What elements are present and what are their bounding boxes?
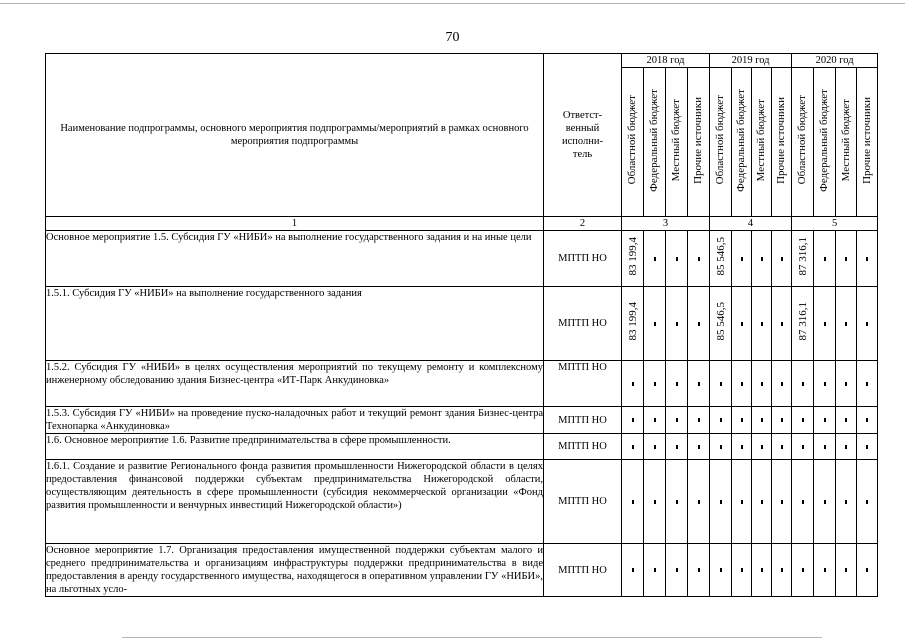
source-header-regional: Областной бюджет bbox=[792, 68, 814, 217]
dash-mark bbox=[824, 382, 826, 386]
value-cell bbox=[814, 434, 836, 460]
row-name: 1.5.3. Субсидия ГУ «НИБИ» на проведение пуско-наладочных работ и текущий ремонт здания Бизнес-центра Технопарка «Анкудиновка» bbox=[46, 408, 543, 432]
value-cell bbox=[752, 231, 772, 287]
value-cell bbox=[666, 407, 688, 434]
value-cell bbox=[857, 460, 878, 544]
dash-mark bbox=[866, 445, 868, 449]
dash-mark bbox=[802, 500, 804, 504]
row-executor: МПТП НО bbox=[544, 231, 622, 287]
source-header-federal: Федеральный бюджет bbox=[814, 68, 836, 217]
value-cell bbox=[622, 544, 644, 597]
row-name: 1.5.1. Субсидия ГУ «НИБИ» на выполнение государственного задания bbox=[46, 287, 544, 361]
source-header-federal: Федеральный бюджет bbox=[732, 68, 752, 217]
dash-mark bbox=[845, 418, 847, 422]
dash-mark bbox=[761, 568, 763, 572]
top-border-line bbox=[0, 3, 905, 4]
dash-mark bbox=[761, 257, 763, 261]
amount-value: 87 316,1 bbox=[796, 237, 809, 276]
table-row bbox=[46, 544, 878, 597]
row-executor: МПТП НО bbox=[544, 544, 622, 597]
value-cell bbox=[772, 434, 792, 460]
dash-mark bbox=[741, 257, 743, 261]
value-cell bbox=[644, 434, 666, 460]
dash-mark bbox=[781, 568, 783, 572]
value-cell bbox=[814, 231, 836, 287]
dash-mark bbox=[824, 445, 826, 449]
dash-mark bbox=[698, 445, 700, 449]
dash-mark bbox=[845, 382, 847, 386]
value-cell bbox=[710, 231, 732, 287]
value-cell bbox=[772, 460, 792, 544]
value-cell bbox=[666, 544, 688, 597]
value-cell bbox=[857, 287, 878, 361]
value-cell bbox=[644, 407, 666, 434]
value-cell bbox=[666, 287, 688, 361]
value-cell bbox=[772, 544, 792, 597]
table-row bbox=[46, 287, 878, 361]
dash-mark bbox=[676, 500, 678, 504]
value-cell bbox=[732, 460, 752, 544]
dash-mark bbox=[781, 382, 783, 386]
year-2019-header: 2019 год bbox=[710, 54, 792, 68]
dash-mark bbox=[761, 322, 763, 326]
value-cell bbox=[622, 361, 644, 407]
dash-mark bbox=[632, 500, 634, 504]
dash-mark bbox=[845, 445, 847, 449]
value-cell bbox=[752, 361, 772, 407]
dash-mark bbox=[698, 257, 700, 261]
source-header-local: Местный бюджет bbox=[752, 68, 772, 217]
value-cell bbox=[836, 287, 857, 361]
page-number: 70 bbox=[445, 30, 460, 45]
header-row-years bbox=[46, 54, 878, 68]
dash-mark bbox=[720, 500, 722, 504]
dash-mark bbox=[802, 568, 804, 572]
dash-mark bbox=[676, 257, 678, 261]
source-header-local: Местный бюджет bbox=[836, 68, 857, 217]
dash-mark bbox=[802, 445, 804, 449]
dash-mark bbox=[654, 322, 656, 326]
row-name: Основное мероприятие 1.5. Субсидия ГУ «НИБИ» на выполнение государственного задания и на иные цели bbox=[46, 231, 544, 287]
table-body bbox=[46, 231, 878, 597]
source-header-regional: Областной бюджет bbox=[622, 68, 644, 217]
dash-mark bbox=[654, 382, 656, 386]
value-cell bbox=[857, 544, 878, 597]
row-name: 1.6. Основное мероприятие 1.6. Развитие предпринимательства в сфере промышленности. bbox=[46, 434, 544, 460]
value-cell bbox=[772, 361, 792, 407]
value-cell bbox=[732, 287, 752, 361]
value-cell bbox=[792, 544, 814, 597]
value-cell bbox=[666, 460, 688, 544]
dash-mark bbox=[741, 322, 743, 326]
value-cell bbox=[836, 544, 857, 597]
value-cell bbox=[814, 460, 836, 544]
dash-mark bbox=[654, 257, 656, 261]
value-cell bbox=[622, 434, 644, 460]
dash-mark bbox=[676, 322, 678, 326]
dash-mark bbox=[741, 382, 743, 386]
dash-mark bbox=[866, 500, 868, 504]
value-cell bbox=[688, 231, 710, 287]
dash-mark bbox=[698, 382, 700, 386]
dash-mark bbox=[761, 382, 763, 386]
value-cell bbox=[814, 361, 836, 407]
value-cell bbox=[752, 434, 772, 460]
amount-value: 83 199,4 bbox=[626, 302, 639, 341]
value-cell bbox=[792, 361, 814, 407]
value-cell bbox=[666, 361, 688, 407]
value-cell bbox=[752, 460, 772, 544]
col-number: 1 bbox=[46, 217, 544, 231]
row-executor: МПТП НО bbox=[544, 460, 622, 544]
dash-mark bbox=[741, 500, 743, 504]
value-cell bbox=[792, 407, 814, 434]
column-numbers-row bbox=[46, 217, 878, 231]
value-cell bbox=[752, 287, 772, 361]
dash-mark bbox=[698, 568, 700, 572]
col-number: 3 bbox=[622, 217, 710, 231]
dash-mark bbox=[654, 418, 656, 422]
dash-mark bbox=[676, 568, 678, 572]
dash-mark bbox=[866, 418, 868, 422]
dash-mark bbox=[824, 500, 826, 504]
dash-mark bbox=[698, 322, 700, 326]
value-cell bbox=[752, 544, 772, 597]
amount-value: 87 316,1 bbox=[796, 302, 809, 341]
header-name-col: Наименование подпрограммы, основного мероприятия подпрограммы/мероприятий в рамках основного мероприятия подпрограммы bbox=[46, 54, 544, 217]
value-cell bbox=[857, 361, 878, 407]
value-cell bbox=[710, 434, 732, 460]
value-cell bbox=[622, 231, 644, 287]
col-number: 5 bbox=[792, 217, 878, 231]
value-cell bbox=[644, 544, 666, 597]
value-cell bbox=[814, 287, 836, 361]
value-cell bbox=[772, 287, 792, 361]
value-cell bbox=[710, 361, 732, 407]
value-cell bbox=[752, 407, 772, 434]
dash-mark bbox=[866, 322, 868, 326]
value-cell bbox=[857, 434, 878, 460]
dash-mark bbox=[781, 418, 783, 422]
dash-mark bbox=[676, 445, 678, 449]
value-cell bbox=[732, 361, 752, 407]
dash-mark bbox=[866, 257, 868, 261]
year-2018-header: 2018 год bbox=[622, 54, 710, 68]
dash-mark bbox=[632, 382, 634, 386]
value-cell bbox=[622, 407, 644, 434]
dash-mark bbox=[654, 500, 656, 504]
row-executor: МПТП НО bbox=[544, 407, 622, 434]
value-cell bbox=[772, 231, 792, 287]
row-executor: МПТП НО bbox=[544, 361, 622, 407]
dash-mark bbox=[654, 445, 656, 449]
dash-mark bbox=[824, 418, 826, 422]
value-cell bbox=[688, 361, 710, 407]
dash-mark bbox=[720, 568, 722, 572]
dash-mark bbox=[761, 500, 763, 504]
dash-mark bbox=[802, 418, 804, 422]
dash-mark bbox=[866, 568, 868, 572]
value-cell bbox=[688, 287, 710, 361]
dash-mark bbox=[845, 500, 847, 504]
value-cell bbox=[857, 407, 878, 434]
dash-mark bbox=[676, 382, 678, 386]
dash-mark bbox=[632, 445, 634, 449]
dash-mark bbox=[824, 568, 826, 572]
value-cell bbox=[772, 407, 792, 434]
value-cell bbox=[622, 287, 644, 361]
value-cell bbox=[836, 407, 857, 434]
value-cell bbox=[688, 407, 710, 434]
dash-mark bbox=[741, 568, 743, 572]
table-row bbox=[46, 460, 878, 544]
dash-mark bbox=[781, 322, 783, 326]
dash-mark bbox=[845, 322, 847, 326]
value-cell bbox=[732, 544, 752, 597]
value-cell bbox=[792, 460, 814, 544]
table-row bbox=[46, 361, 878, 407]
value-cell bbox=[836, 434, 857, 460]
dash-mark bbox=[824, 257, 826, 261]
row-executor: МПТП НО bbox=[544, 434, 622, 460]
value-cell bbox=[666, 231, 688, 287]
budget-table bbox=[45, 53, 878, 597]
amount-value: 85 546,5 bbox=[714, 237, 727, 276]
value-cell bbox=[666, 434, 688, 460]
table-row bbox=[46, 407, 878, 434]
row-name: 1.6.1. Создание и развитие Регионального фонда развития промышленности Нижегородской области в целях предоставления финансовой поддержки субъектам предпринимательства Нижегородской области, осуществляющим деятельность в сфере промышленности (субсидия некоммерческой организации «Фонд развития промышленности и венчурных инвестиций Нижегородской области») bbox=[46, 460, 544, 544]
dash-mark bbox=[781, 257, 783, 261]
table-row bbox=[46, 434, 878, 460]
row-name: 1.5.2. Субсидия ГУ «НИБИ» в целях осуществления мероприятий по текущему ремонту и комплексному инженерному обследованию здания Бизнес-центра «ИТ-Парк Анкудиновка» bbox=[46, 361, 544, 407]
dash-mark bbox=[698, 418, 700, 422]
col-number: 4 bbox=[710, 217, 792, 231]
value-cell bbox=[792, 287, 814, 361]
value-cell bbox=[732, 434, 752, 460]
dash-mark bbox=[781, 500, 783, 504]
dash-mark bbox=[632, 418, 634, 422]
dash-mark bbox=[802, 382, 804, 386]
value-cell bbox=[732, 407, 752, 434]
dash-mark bbox=[698, 500, 700, 504]
source-header-other: Прочие источники bbox=[857, 68, 878, 217]
col-number: 2 bbox=[544, 217, 622, 231]
value-cell bbox=[688, 544, 710, 597]
dash-mark bbox=[720, 445, 722, 449]
value-cell bbox=[710, 287, 732, 361]
source-header-local: Местный бюджет bbox=[666, 68, 688, 217]
dash-mark bbox=[720, 382, 722, 386]
value-cell bbox=[622, 460, 644, 544]
source-header-regional: Областной бюджет bbox=[710, 68, 732, 217]
value-cell bbox=[792, 434, 814, 460]
dash-mark bbox=[632, 568, 634, 572]
dash-mark bbox=[761, 418, 763, 422]
row-name: Основное мероприятие 1.7. Организация предоставления имущественной поддержки субъектам малого и среднего предпринимательства и организациям инфраструктуры поддержки предпринимательства в виде предоставления в аренду государственного имущества, находящегося в оперативном управлении ГУ «НИБИ», на льготных усло- bbox=[46, 545, 543, 595]
dash-mark bbox=[741, 418, 743, 422]
value-cell bbox=[644, 287, 666, 361]
value-cell bbox=[644, 231, 666, 287]
value-cell bbox=[836, 361, 857, 407]
value-cell bbox=[857, 231, 878, 287]
value-cell bbox=[644, 361, 666, 407]
value-cell bbox=[792, 231, 814, 287]
dash-mark bbox=[654, 568, 656, 572]
value-cell bbox=[710, 544, 732, 597]
table-row bbox=[46, 231, 878, 287]
row-executor: МПТП НО bbox=[544, 287, 622, 361]
value-cell bbox=[710, 460, 732, 544]
value-cell bbox=[814, 544, 836, 597]
dash-mark bbox=[824, 322, 826, 326]
amount-value: 85 546,5 bbox=[714, 302, 727, 341]
dash-mark bbox=[845, 257, 847, 261]
source-header-other: Прочие источники bbox=[688, 68, 710, 217]
value-cell bbox=[836, 460, 857, 544]
dash-mark bbox=[676, 418, 678, 422]
dash-mark bbox=[720, 418, 722, 422]
value-cell bbox=[688, 460, 710, 544]
source-header-other: Прочие источники bbox=[772, 68, 792, 217]
source-header-federal: Федеральный бюджет bbox=[644, 68, 666, 217]
value-cell bbox=[732, 231, 752, 287]
value-cell bbox=[688, 434, 710, 460]
year-2020-header: 2020 год bbox=[792, 54, 878, 68]
amount-value: 83 199,4 bbox=[626, 237, 639, 276]
value-cell bbox=[814, 407, 836, 434]
header-exec-text: Ответст- венный исполни- тель bbox=[562, 110, 603, 160]
dash-mark bbox=[761, 445, 763, 449]
dash-mark bbox=[845, 568, 847, 572]
header-exec-col bbox=[544, 54, 622, 217]
dash-mark bbox=[781, 445, 783, 449]
dash-mark bbox=[866, 382, 868, 386]
value-cell bbox=[710, 407, 732, 434]
dash-mark bbox=[741, 445, 743, 449]
value-cell bbox=[644, 460, 666, 544]
value-cell bbox=[836, 231, 857, 287]
bottom-border-line bbox=[122, 637, 822, 638]
